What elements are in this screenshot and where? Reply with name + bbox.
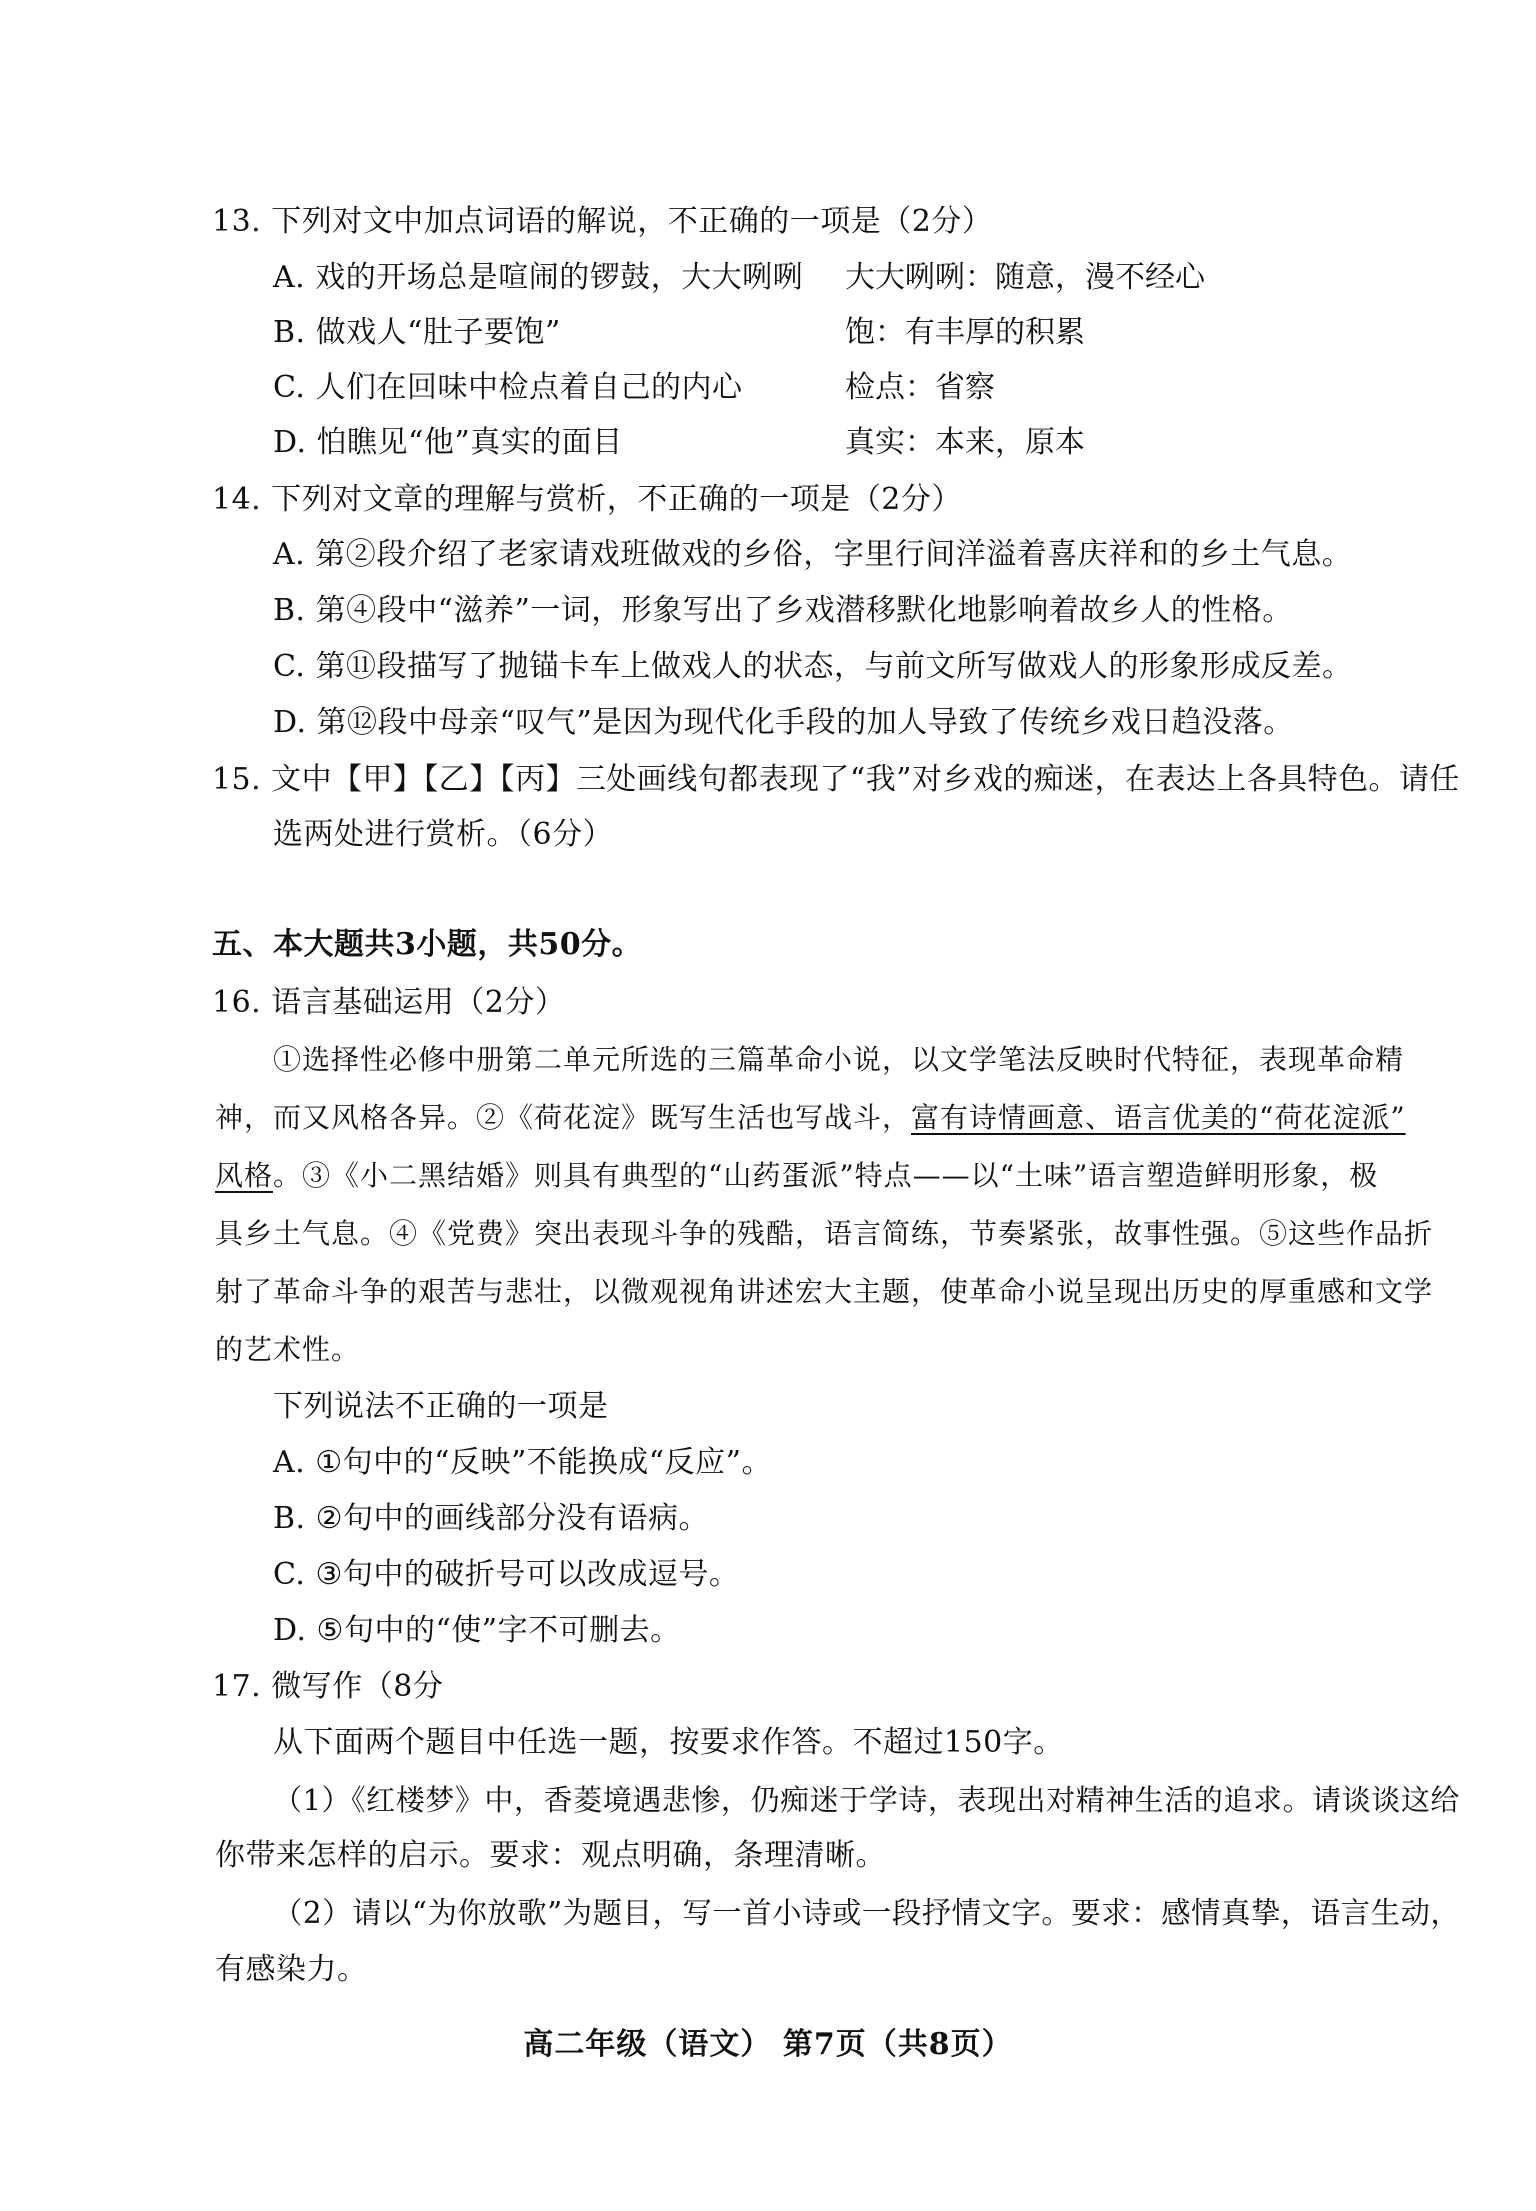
q15-line-1: 15. 文中【甲】【乙】【丙】三处画线句都表现了“我”对乡戏的痴迷，在表达上各具特色。请任 — [212, 762, 1460, 797]
q16-option-c: C. ③句中的破折号可以改成逗号。 — [273, 1557, 740, 1592]
q13-option-d: D. 怕瞧见“他”真实的面目 — [273, 425, 623, 460]
q17-option-2-line-1: （2）请以“为你放歌”为题目，写一首小诗或一段抒情文字。要求：感情真挚，语言生动， — [273, 1896, 1461, 1930]
q16-passage-line-3 — [215, 1156, 1378, 1196]
q14-option-b: B. 第④段中“滋养”一词，形象写出了乡戏潜移默化地影响着故乡人的性格。 — [273, 593, 1293, 628]
q17-option-1-line-1: （1）《红楼梦》中，香菱境遇悲惨，仍痴迷于学诗，表现出对精神生活的追求。请谈谈这给 — [273, 1783, 1460, 1817]
q16-option-d: D. ⑤句中的“使”字不可删去。 — [273, 1613, 681, 1648]
q16-underlined-phrase-end: 风格 — [215, 1159, 274, 1192]
q16-prompt: 下列说法不正确的一项是 — [273, 1389, 609, 1424]
q13-gloss-a: 大大咧咧：随意，漫不经心 — [845, 260, 1205, 295]
q17-option-1-line-2: 你带来怎样的启示。要求：观点明确，条理清晰。 — [215, 1838, 886, 1873]
q16-option-b: B. ②句中的画线部分没有语病。 — [273, 1501, 710, 1536]
q13-option-a: A. 戏的开场总是喧闹的锣鼓，大大咧咧 — [273, 260, 804, 295]
q16-underlined-phrase: 富有诗情画意、语言优美的“荷花淀派” — [911, 1101, 1406, 1134]
q13-gloss-b: 饱：有丰厚的积累 — [845, 315, 1085, 350]
q13-option-b: B. 做戏人“肚子要饱” — [273, 315, 561, 350]
q17-option-2-line-2: 有感染力。 — [215, 1952, 368, 1987]
q14-option-c: C. 第⑪段描写了抛锚卡车上做戏人的状态，与前文所写做戏人的形象形成反差。 — [273, 649, 1353, 684]
q14-stem: 14. 下列对文章的理解与赏析，不正确的一项是（2分） — [212, 482, 962, 517]
section-5-heading: 五、本大题共3小题，共50分。 — [212, 927, 643, 962]
q16-stem: 16. 语言基础运用（2分） — [212, 985, 566, 1020]
q13-option-c: C. 人们在回味中检点着自己的内心 — [273, 370, 743, 405]
q16-passage-line-6: 的艺术性。 — [215, 1333, 361, 1366]
q15-line-2: 选两处进行赏析。（6分） — [273, 817, 614, 852]
q16-option-a: A. ①句中的“反映”不能换成“反应”。 — [273, 1445, 772, 1480]
q16-passage-text: 。③《小二黑结婚》则具有典型的“山药蛋派”特点——以“土味”语言塑造鲜明形象，极 — [273, 1159, 1379, 1192]
q13-stem: 13. 下列对文中加点词语的解说，不正确的一项是（2分） — [212, 204, 993, 239]
q16-passage-line-2 — [215, 1098, 1406, 1138]
page-footer: 高二年级（语文） 第7页（共8页） — [523, 2027, 1013, 2062]
q16-passage-line-4: 具乡土气息。④《党费》突出表现斗争的残酷，语言简练，节奏紧张，故事性强。⑤这些作品折 — [215, 1217, 1434, 1250]
q17-intro: 从下面两个题目中任选一题，按要求作答。不超过150字。 — [273, 1725, 1064, 1760]
q16-passage-text: 神，而又风格各异。②《荷花淀》既写生活也写战斗， — [215, 1101, 912, 1134]
q14-option-d: D. 第⑫段中母亲“叹气”是因为现代化手段的加人导致了传统乡戏日趋没落。 — [273, 705, 1294, 740]
q17-stem: 17. 微写作（8分 — [212, 1669, 444, 1704]
q13-gloss-d: 真实：本来，原本 — [845, 425, 1085, 460]
q16-passage-line-5: 射了革命斗争的艰苦与悲壮，以微观视角讲述宏大主题，使革命小说呈现出历史的厚重感和文学 — [215, 1275, 1434, 1308]
q14-option-a: A. 第②段介绍了老家请戏班做戏的乡俗，字里行间洋溢着喜庆祥和的乡土气息。 — [273, 537, 1353, 572]
q16-passage-line-1: ①选择性必修中册第二单元所选的三篇革命小说，以文学笔法反映时代特征，表现革命精 — [273, 1043, 1405, 1076]
q13-gloss-c: 检点：省察 — [845, 370, 995, 405]
